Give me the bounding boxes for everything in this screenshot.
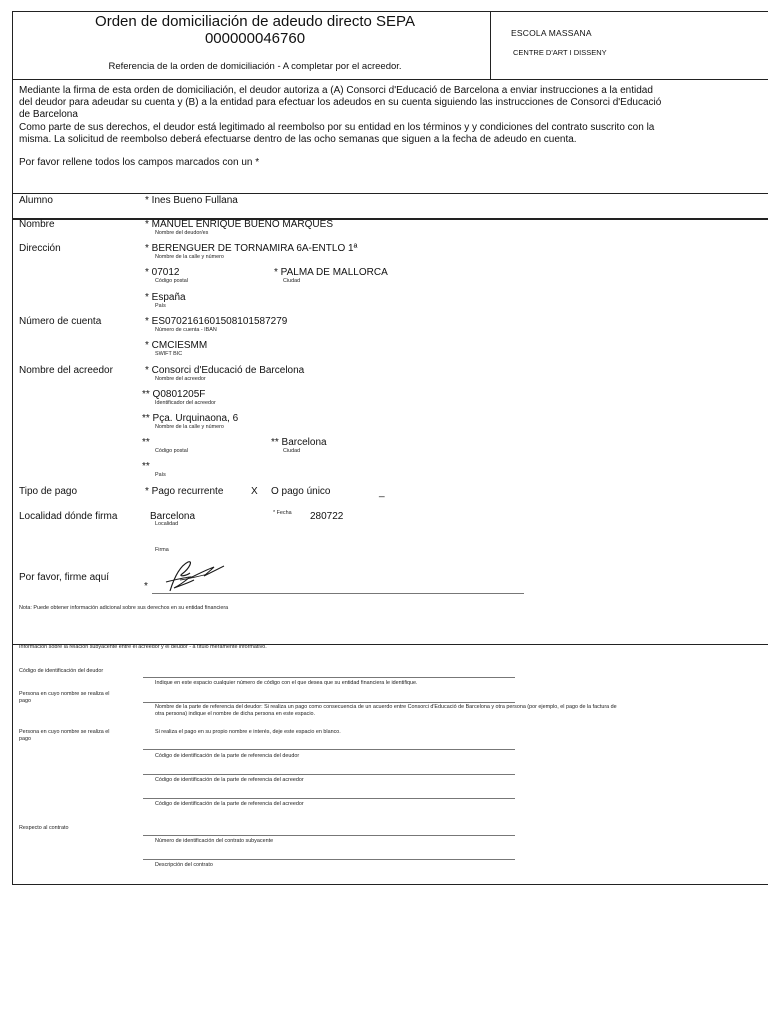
recurring-payment-mark: X <box>251 486 258 497</box>
contract-label: Respecto al contrato <box>19 825 69 831</box>
debtor-street-hint: Nombre de la calle y número <box>155 254 224 260</box>
signing-place-hint: Localidad <box>155 521 179 527</box>
form-title: Orden de domiciliación de adeudo directo SEPA <box>95 13 415 30</box>
bic-hint: SWIFT BIC <box>155 351 183 357</box>
debtor-name-hint: Nombre del deudor/es <box>155 230 209 236</box>
recurring-payment-option: * Pago recurrente <box>145 486 224 497</box>
debtor-ref-hint: Código de identificación de la parte de referencia del deudor <box>155 753 300 759</box>
student-label: Alumno <box>19 195 53 206</box>
date-label: * Fecha <box>273 510 292 516</box>
creditor-street-hint: Nombre de la calle y número <box>155 424 224 430</box>
creditor-city-value: ** Barcelona <box>271 437 327 448</box>
signature-required-mark: * <box>144 581 148 592</box>
header-divider <box>12 79 768 80</box>
debtor-id-hint: Indique en este espacio cualquier número de código con el que desea que su entidad financiera le identifique. <box>155 680 418 686</box>
account-label: Número de cuenta <box>19 316 102 327</box>
debtor-ref-line <box>143 749 515 750</box>
on-behalf-label-line-2: pago <box>19 698 31 704</box>
address-label: Dirección <box>19 243 61 254</box>
debtor-id-label: Código de identificación del deudor <box>19 668 104 674</box>
intro-line-3: de Barcelona <box>19 109 78 120</box>
debtor-postal-value: * 07012 <box>145 267 180 278</box>
creditor-name-value: * Consorci d'Educació de Barcelona <box>145 365 305 376</box>
creditor-ref-line-1 <box>143 774 515 775</box>
creditor-postal-value: ** <box>142 437 150 448</box>
school-subtitle: CENTRE D'ART I DISSENY <box>513 48 607 57</box>
own-name-hint: Si realiza el pago en su propio nombre e interés, deje este espacio en blanco. <box>155 729 341 735</box>
header-vertical-divider <box>490 11 491 79</box>
iban-hint: Número de cuenta - IBAN <box>155 327 217 333</box>
contract-desc-hint: Descripción del contrato <box>155 862 213 868</box>
single-payment-option: O pago único <box>271 486 331 497</box>
underlying-heading: Información sobre la relación subyacente entre el acreedor y el deudor - a título meramente informativo. <box>19 644 267 650</box>
school-name: ESCOLA MASSANA <box>511 28 592 38</box>
required-fields-note: Por favor rellene todos los campos marcados con un * <box>19 157 260 168</box>
debtor-city-value: * PALMA DE MALLORCA <box>274 267 388 278</box>
contract-id-line <box>143 835 515 836</box>
iban-value: * ES0702161601508101587279 <box>145 316 288 327</box>
signing-place-label: Localidad dónde firma <box>19 511 118 522</box>
debtor-name-label: Nombre <box>19 219 55 230</box>
intro-line-5: misma. La solicitud de reembolso deberá efectuarse dentro de las ocho semanas que siguen a la fecha de adeudo en cuenta. <box>19 134 577 145</box>
date-value: 280722 <box>310 511 344 522</box>
signature-line <box>152 593 524 594</box>
signature-image <box>160 558 230 594</box>
contract-desc-line <box>143 859 515 860</box>
on-behalf2-label-line-1: Persona en cuyo nombre se realiza el <box>19 729 110 735</box>
debtor-id-line <box>143 677 515 678</box>
rights-note: Nota: Puede obtener información adicional sobre sus derechos en su entidad financiera <box>19 605 229 611</box>
intro-divider <box>12 193 768 194</box>
creditor-ref-line-2 <box>143 798 515 799</box>
creditor-ref-hint-1: Código de identificación de la parte de referencia del acreedor <box>155 777 304 783</box>
debtor-postal-hint: Código postal <box>155 278 188 284</box>
mandate-number: 000000046760 <box>204 30 306 47</box>
student-divider <box>12 218 768 220</box>
creditor-name-hint: Nombre del acreedor <box>155 376 206 382</box>
on-behalf-line <box>143 702 515 703</box>
creditor-id-value: ** Q0801205F <box>142 389 206 400</box>
debtor-name-value: * MANUEL ENRIQUE BUENO MARQUES <box>145 219 333 230</box>
single-payment-mark: _ <box>379 487 385 498</box>
bic-value: * CMCIESMM <box>145 340 208 351</box>
on-behalf-hint-line-1: Nombre de la parte de referencia del deudor: Si realiza un pago como consecuencia de un acuerdo entre Consorci d'Educació de Barcelona y otra persona (por ejemplo, el pago de la factura de <box>155 704 617 710</box>
creditor-city-hint: Ciudad <box>283 448 301 454</box>
student-value: * Ines Bueno Fullana <box>145 195 238 206</box>
sign-prompt: Por favor, firme aquí <box>19 572 110 583</box>
debtor-country-value: * España <box>145 292 186 303</box>
on-behalf-label-line-1: Persona en cuyo nombre se realiza el <box>19 691 110 697</box>
creditor-postal-hint: Código postal <box>155 448 188 454</box>
creditor-ref-hint-2: Código de identificación de la parte de referencia del acreedor <box>155 801 304 807</box>
debtor-street-value: * BERENGUER DE TORNAMIRA 6A-ENTLO 1ª <box>145 243 358 254</box>
intro-line-4: Como parte de sus derechos, el deudor está legitimado al reembolso por su entidad en los términos y y condiciones del contrato suscrito con la <box>19 122 655 133</box>
creditor-id-hint: Identificador del acreedor <box>155 400 216 406</box>
on-behalf2-label-line-2: pago <box>19 736 31 742</box>
intro-line-1: Mediante la firma de esta orden de domiciliación, el deudor autoriza a (A) Consorci d'Educació de Barcelona a enviar instrucciones a la entidad <box>19 85 653 96</box>
payment-type-label: Tipo de pago <box>19 486 78 497</box>
reference-note: Referencia de la orden de domiciliación - A completar por el acreedor. <box>108 61 402 72</box>
signing-place-value: Barcelona <box>150 511 196 522</box>
contract-id-hint: Número de identificación del contrato subyacente <box>155 838 274 844</box>
creditor-label: Nombre del acreedor <box>19 365 113 376</box>
intro-line-2: del deudor para adeudar su cuenta y (B) a la entidad para efectuar los adeudos en su cuenta siguiendo las instrucciones de Consorci d'Educació <box>19 97 662 108</box>
on-behalf-hint-line-2: otra persona) indique el nombre de dicha persona en este espacio. <box>155 711 316 717</box>
debtor-country-hint: País <box>155 303 166 309</box>
signature-hint: Firma <box>155 547 169 553</box>
creditor-country-hint: País <box>155 472 166 478</box>
creditor-country-value: ** <box>142 461 150 472</box>
debtor-city-hint: Ciudad <box>283 278 301 284</box>
creditor-street-value: ** Pça. Urquinaona, 6 <box>142 413 239 424</box>
